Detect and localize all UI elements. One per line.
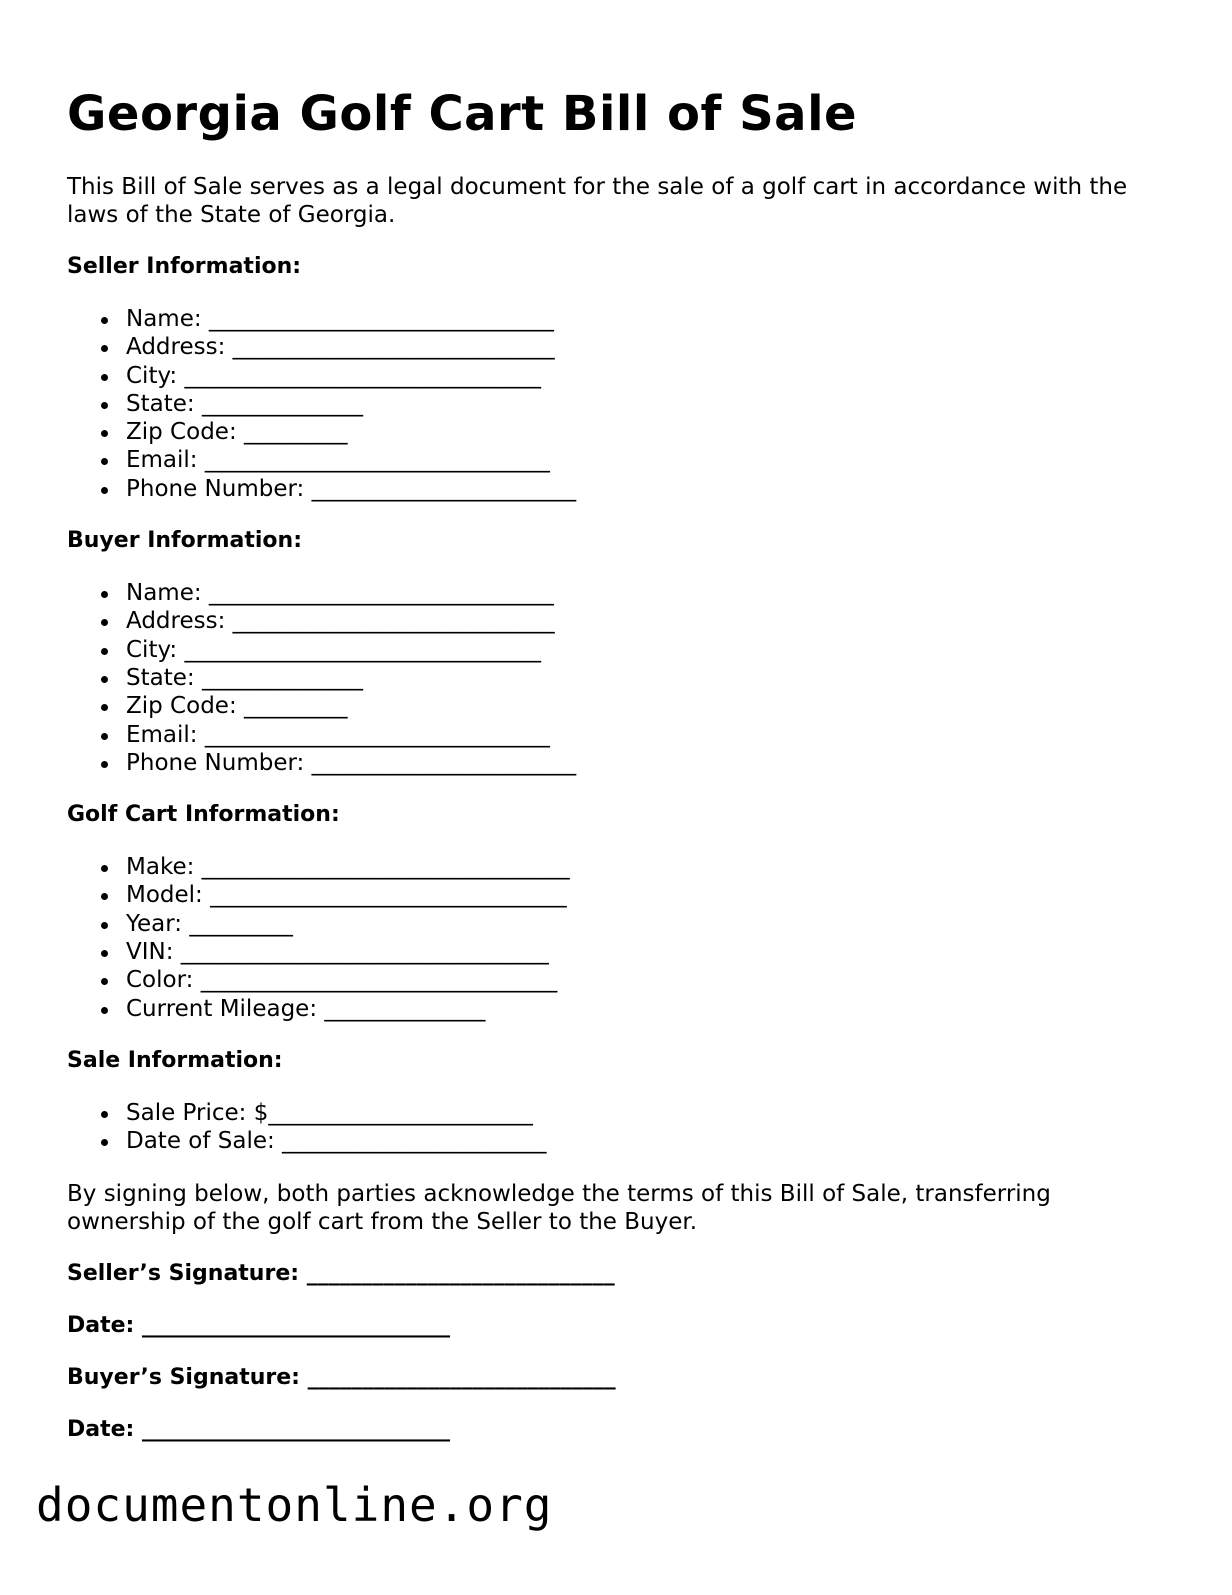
seller-phone-field: Phone Number: _______________________ (126, 475, 1167, 503)
seller-zip-field: Zip Code: _________ (126, 418, 1167, 446)
buyer-state-field: State: ______________ (126, 664, 1167, 692)
buyer-date-line: Date: ____________________________ (67, 1416, 451, 1442)
buyer-city-field: City: _______________________________ (126, 636, 1167, 664)
cart-fields (67, 853, 1167, 1023)
intro-paragraph: This Bill of Sale serves as a legal document for the sale of a golf cart in accordance with the laws of the State of Georgia. (67, 174, 1128, 228)
seller-signature-line: Seller’s Signature: ____________________________ (67, 1260, 615, 1286)
seller-date-line: Date: ____________________________ (67, 1312, 451, 1338)
cart-vin-field: VIN: ________________________________ (126, 938, 1167, 966)
seller-fields (67, 305, 1167, 503)
cart-mileage-field: Current Mileage: ______________ (126, 995, 1167, 1023)
seller-email-field: Email: ______________________________ (126, 446, 1167, 474)
buyer-heading: Buyer Information: (67, 528, 302, 554)
cart-year-field: Year: _________ (126, 910, 1167, 938)
cart-make-field: Make: ________________________________ (126, 853, 1167, 881)
sale-heading: Sale Information: (67, 1047, 283, 1073)
buyer-zip-field: Zip Code: _________ (126, 692, 1167, 720)
watermark: documentonline.org (36, 1478, 553, 1532)
sale-fields (67, 1099, 1167, 1156)
sale-price-field: Sale Price: $_______________________ (126, 1099, 1167, 1127)
buyer-phone-field: Phone Number: _______________________ (126, 749, 1167, 777)
buyer-name-field: Name: ______________________________ (126, 579, 1167, 607)
buyer-signature-line: Buyer’s Signature: ____________________________ (67, 1364, 616, 1390)
seller-address-field: Address: ____________________________ (126, 333, 1167, 361)
seller-state-field: State: ______________ (126, 390, 1167, 418)
sale-date-field: Date of Sale: _______________________ (126, 1127, 1167, 1155)
cart-color-field: Color: _______________________________ (126, 966, 1167, 994)
seller-heading: Seller Information: (67, 254, 302, 279)
seller-city-field: City: _______________________________ (126, 362, 1167, 390)
document-page (67, 85, 1167, 1444)
cart-model-field: Model: _______________________________ (126, 881, 1167, 909)
closing-paragraph: By signing below, both parties acknowledge the terms of this Bill of Sale, transferring ownership of the golf cart from the Seller to the Buyer. (67, 1180, 1051, 1235)
seller-name-field: Name: ______________________________ (126, 305, 1167, 333)
buyer-address-field: Address: ____________________________ (126, 607, 1167, 635)
buyer-fields (67, 579, 1167, 777)
cart-heading: Golf Cart Information: (67, 802, 340, 828)
buyer-email-field: Email: ______________________________ (126, 721, 1167, 749)
document-title: Georgia Golf Cart Bill of Sale (67, 86, 858, 142)
